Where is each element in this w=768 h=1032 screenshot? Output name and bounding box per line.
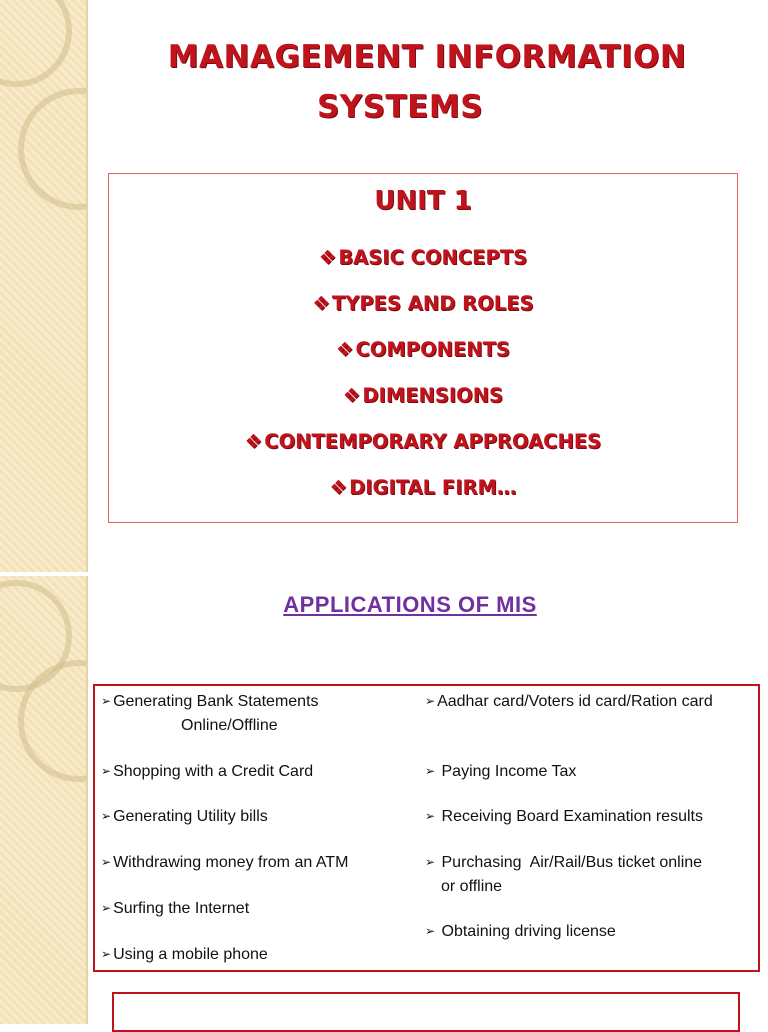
arrow-bullet-icon: ➢ <box>425 809 436 823</box>
application-item: ➢ Generating Bank Statements Online/Offline <box>101 693 319 734</box>
next-content-box <box>112 992 740 1032</box>
diamond-bullet-icon: ❖ <box>244 430 263 453</box>
application-item: ➢ Surfing the Internet <box>101 900 250 917</box>
application-item: ➢ Paying Income Tax <box>425 763 577 780</box>
topic-item: ❖ CONTEMPORARY APPROACHES <box>244 430 602 453</box>
application-item: ➢ Generating Utility bills <box>101 808 268 825</box>
application-item: ➢ Receiving Board Examination results <box>425 808 703 825</box>
arrow-bullet-icon: ➢ <box>425 694 436 708</box>
unit-topics-box <box>108 173 738 523</box>
arrow-bullet-icon: ➢ <box>101 901 112 915</box>
diamond-bullet-icon: ❖ <box>336 338 354 361</box>
application-item: ➢ Purchasing Air/Rail/Bus ticket online or offline <box>425 854 703 895</box>
diamond-bullet-icon: ❖ <box>318 246 337 269</box>
slide-divider <box>0 572 768 576</box>
unit-heading: UNIT 1 <box>374 186 472 216</box>
arrow-bullet-icon: ➢ <box>101 764 112 778</box>
topic-item: ❖ DIGITAL FIRM… <box>329 476 517 499</box>
slide-title-line-2: SYSTEMS <box>316 89 484 125</box>
diamond-bullet-icon: ❖ <box>329 476 348 499</box>
topic-item: ❖ COMPONENTS <box>336 338 510 361</box>
arrow-bullet-icon: ➢ <box>425 855 436 869</box>
topic-item: ❖ DIMENSIONS <box>342 384 504 407</box>
arrow-bullet-icon: ➢ <box>101 809 112 823</box>
diamond-bullet-icon: ❖ <box>342 384 361 407</box>
application-item: ➢ Shopping with a Credit Card <box>101 763 314 780</box>
topic-item: ❖ TYPES AND ROLES <box>312 292 534 315</box>
application-item: ➢ Using a mobile phone <box>101 946 268 963</box>
decorative-ring <box>0 0 72 87</box>
topic-list <box>109 244 737 520</box>
slide-title-line-1: MANAGEMENT INFORMATION <box>167 39 687 75</box>
applications-heading: APPLICATIONS OF MIS <box>283 592 537 617</box>
applications-box <box>93 684 760 972</box>
application-item: ➢ Withdrawing money from an ATM <box>101 854 349 871</box>
arrow-bullet-icon: ➢ <box>101 694 112 708</box>
arrow-bullet-icon: ➢ <box>425 764 436 778</box>
diamond-bullet-icon: ❖ <box>312 292 330 315</box>
arrow-bullet-icon: ➢ <box>101 855 112 869</box>
topic-item: ❖ BASIC CONCEPTS <box>318 246 528 269</box>
arrow-bullet-icon: ➢ <box>425 924 436 938</box>
decorative-side-strip <box>0 0 88 1024</box>
arrow-bullet-icon: ➢ <box>101 947 112 961</box>
application-item: ➢ Aadhar card/Voters id card/Ration card <box>425 693 713 710</box>
application-item: ➢ Obtaining driving license <box>425 923 616 940</box>
